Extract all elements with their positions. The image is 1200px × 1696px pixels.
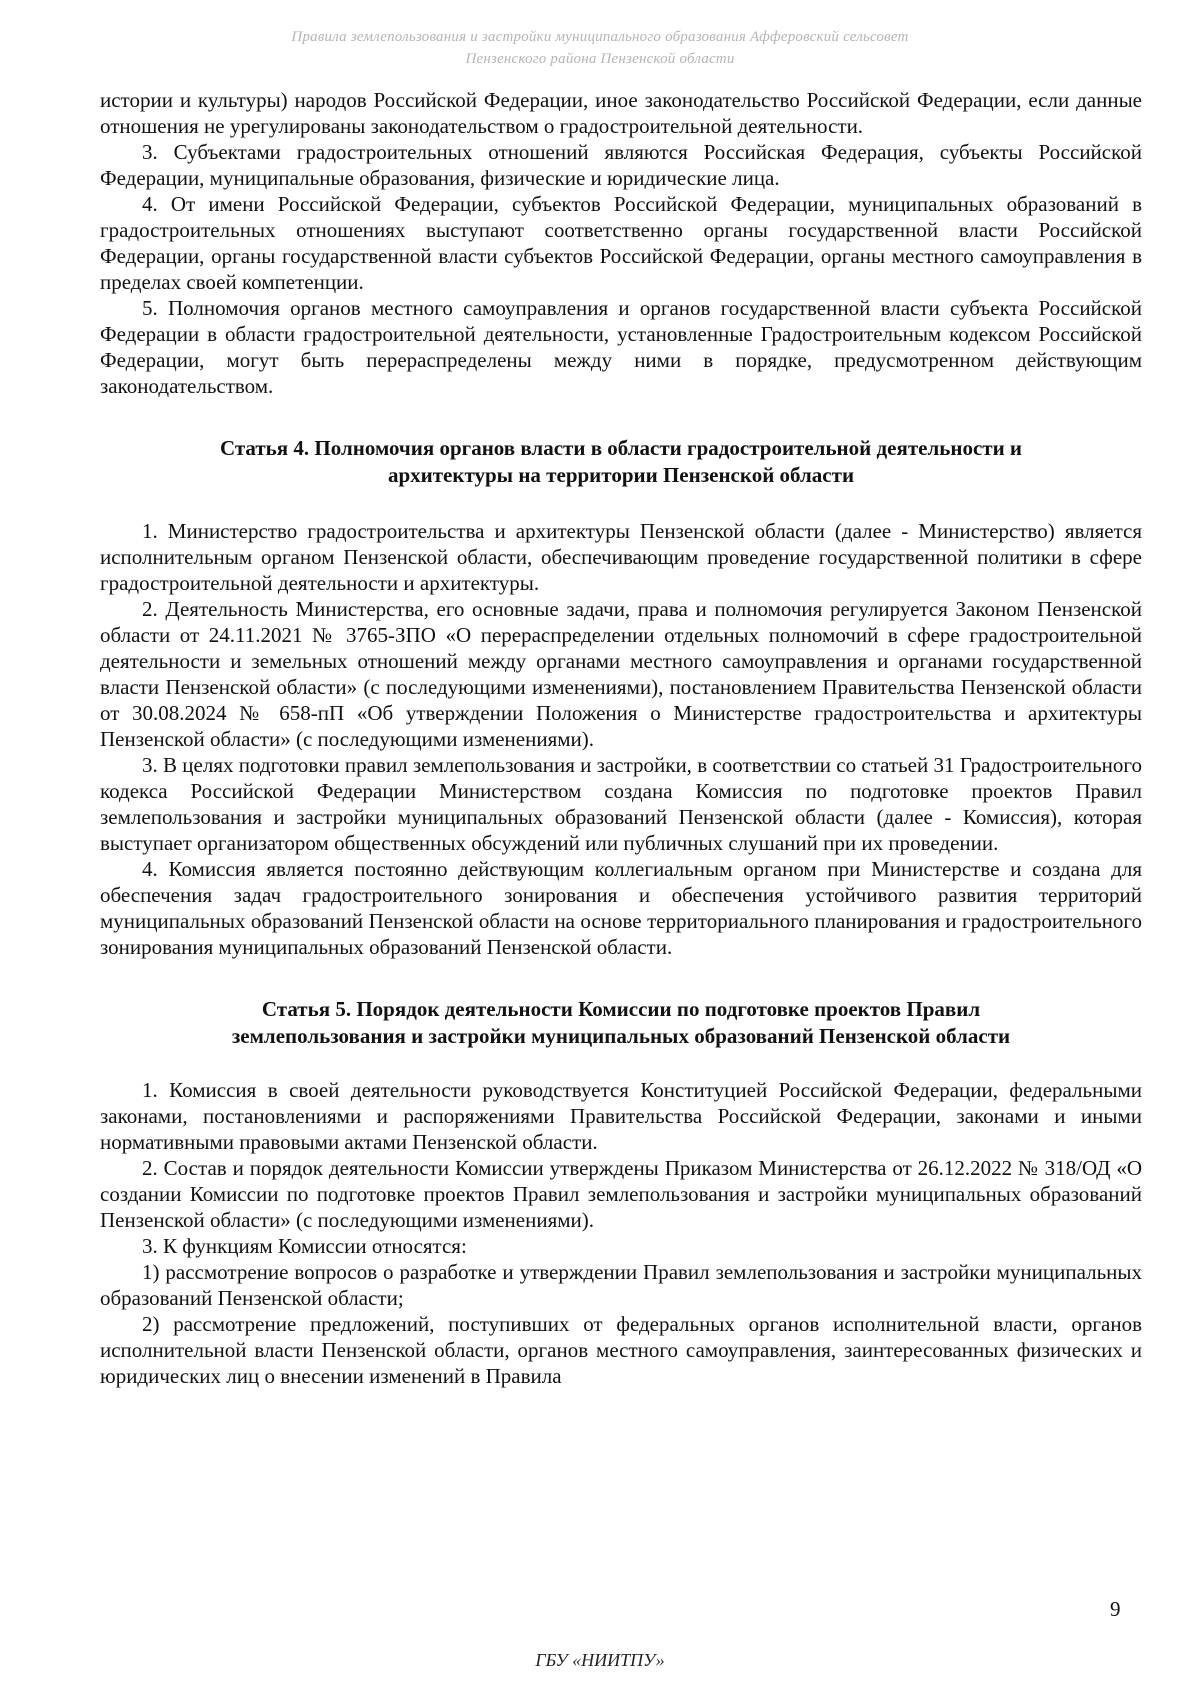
paragraph: 1. Комиссия в своей деятельности руководствуется Конституцией Российской Федерации, федеральными законами, постановлениями и распоряжениями Правительства Российской Федерации, законами и иными нормативными правовыми актами Пензенской области. bbox=[100, 1078, 1142, 1154]
article-4-heading bbox=[100, 435, 1142, 489]
heading-line: Статья 4. Полномочия органов власти в области градостроительной деятельности и bbox=[219, 436, 1023, 460]
document-body bbox=[100, 87, 1142, 1389]
paragraph: 2. Деятельность Министерства, его основные задачи, права и полномочия регулируется Законом Пензенской области от 24.11.2021 № 3765-ЗПО «О перераспределении отдельных полномочий в сфере градостроительной деятельности и земельных отношений между органами местного самоуправления и органами государственной власти Пензенской области» (с последующими изменениями), постановлением Правительства Пензенской области от 30.08.2024 № 658-пП «Об утверждении Положения о Министерстве градостроительства и архитектуры Пензенской области» (с последующими изменениями). bbox=[100, 597, 1142, 751]
page-footer: ГБУ «НИИТПУ» bbox=[535, 1650, 665, 1670]
paragraph: истории и культуры) народов Российской Федерации, иное законодательство Российской Федерации, если данные отношения не урегулированы законодательством о градостроительной деятельности. bbox=[100, 88, 1142, 138]
paragraph: 2) рассмотрение предложений, поступивших от федеральных органов исполнительной власти, органов исполнительной власти Пензенской области, органов местного самоуправления, заинтересованных физических и юридических лиц о внесении изменений в Правила bbox=[100, 1312, 1142, 1388]
paragraph: 4. Комиссия является постоянно действующим коллегиальным органом при Министерстве и создана для обеспечения задач градостроительного зонирования и обеспечения устойчивого развития территорий муниципальных образований Пензенской области на основе территориального планирования и градостроительного зонирования муниципальных образований Пензенской области. bbox=[100, 857, 1142, 959]
paragraph: 2. Состав и порядок деятельности Комиссии утверждены Приказом Министерства от 26.12.2022 № 318/ОД «О создании Комиссии по подготовке проектов Правил землепользования и застройки муниципальных образований Пензенской области» (с последующими изменениями). bbox=[100, 1156, 1142, 1232]
running-header bbox=[100, 26, 1100, 70]
paragraph: 4. От имени Российской Федерации, субъектов Российской Федерации, муниципальных образований в градостроительных отношениях выступают соответственно органы государственной власти Российской Федерации, органы государственной власти субъектов Российской Федерации, органы местного самоуправления в пределах своей компетенции. bbox=[100, 192, 1142, 294]
article-5-heading bbox=[100, 996, 1142, 1050]
paragraph: 1) рассмотрение вопросов о разработке и утверждении Правил землепользования и застройки муниципальных образований Пензенской области; bbox=[100, 1260, 1142, 1310]
paragraph: 3. Субъектами градостроительных отношений являются Российская Федерация, субъекты Российской Федерации, муниципальные образования, физические и юридические лица. bbox=[100, 140, 1142, 190]
header-line-2: Пензенского района Пензенской области bbox=[465, 51, 735, 67]
heading-line: землепользования и застройки муниципальных образований Пензенской области bbox=[231, 1024, 1011, 1048]
paragraph: 3. К функциям Комиссии относятся: bbox=[142, 1234, 467, 1258]
header-line-1: Правила землепользования и застройки муниципального образования Афферовский сельсовет bbox=[291, 29, 909, 45]
page-number: 9 bbox=[1110, 1597, 1121, 1621]
heading-line: архитектуры на территории Пензенской области bbox=[387, 463, 855, 487]
paragraph: 1. Министерство градостроительства и архитектуры Пензенской области (далее - Министерство) является исполнительным органом Пензенской области, обеспечивающим проведение государственной политики в сфере градостроительной деятельности и архитектуры. bbox=[100, 519, 1142, 595]
heading-line: Статья 5. Порядок деятельности Комиссии по подготовке проектов Правил bbox=[261, 997, 981, 1021]
paragraph: 3. В целях подготовки правил землепользования и застройки, в соответствии со статьей 31 Градостроительного кодекса Российской Федерации Министерством создана Комиссия по подготовке проектов Правил землепользования и застройки муниципальных образований Пензенской области (далее - Комиссия), которая выступает организатором общественных обсуждений или публичных слушаний при их проведении. bbox=[100, 753, 1142, 855]
paragraph: 5. Полномочия органов местного самоуправления и органов государственной власти субъекта Российской Федерации в области градостроительной деятельности, установленные Градостроительным кодексом Российской Федерации, могут быть перераспределены между ними в порядке, предусмотренном действующим законодательством. bbox=[100, 296, 1142, 398]
